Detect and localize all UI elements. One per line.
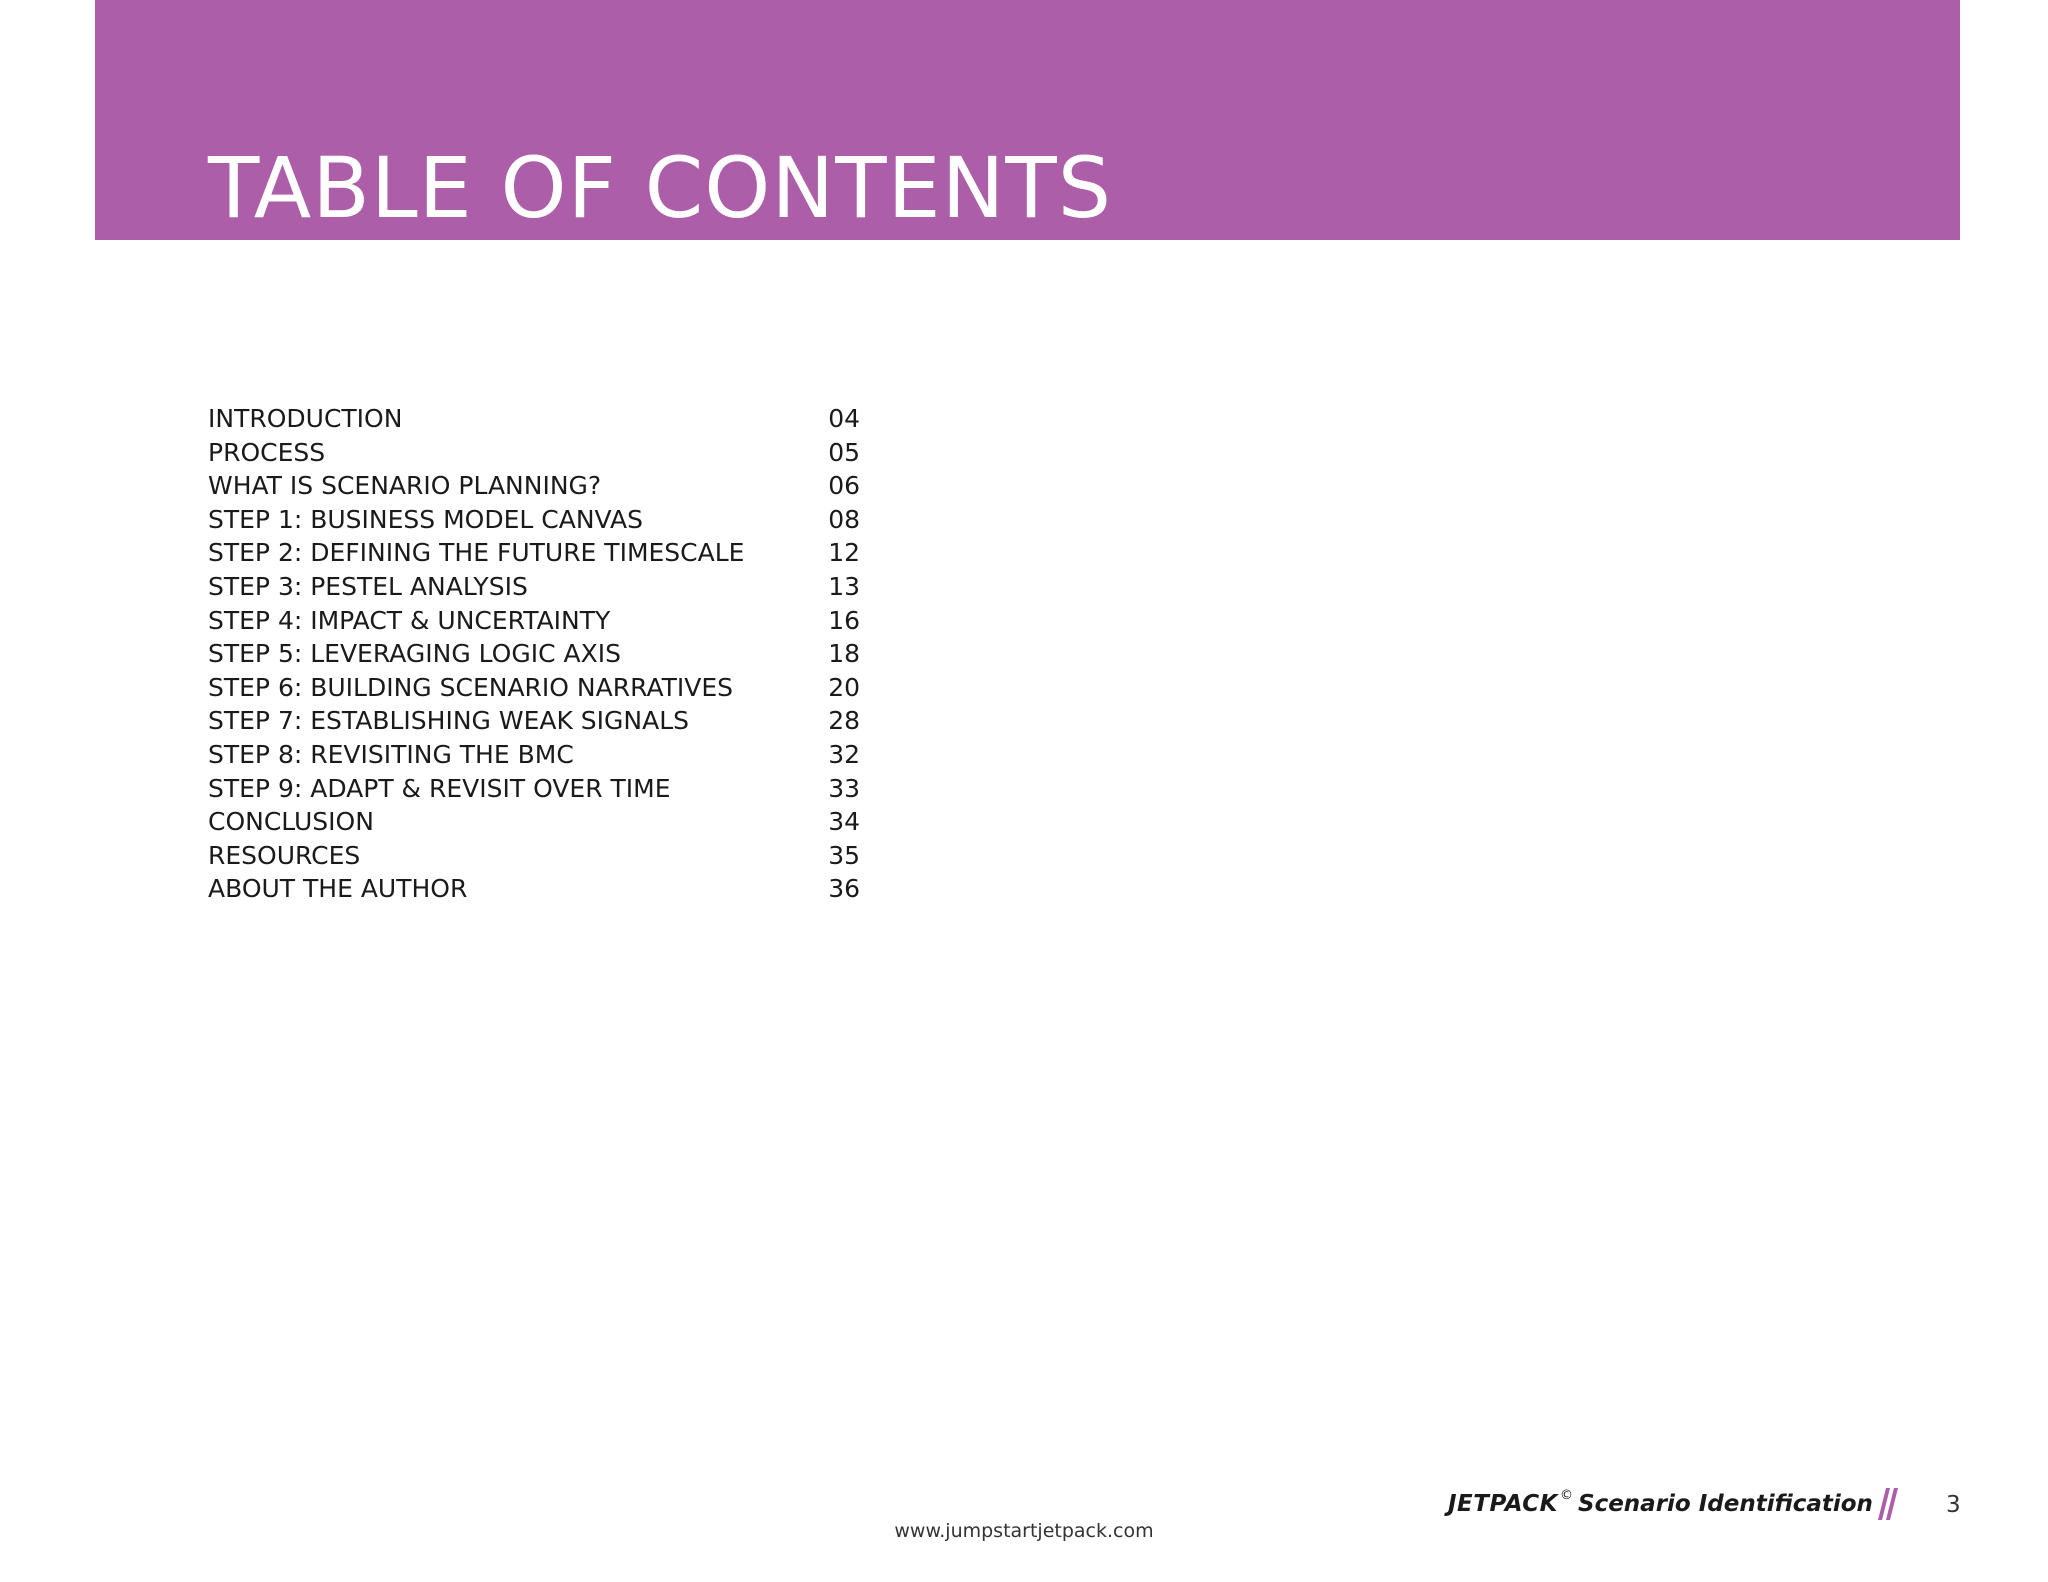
toc-entry-label: STEP 9: ADAPT & REVISIT OVER TIME xyxy=(208,773,671,803)
toc-entry-page: 16 xyxy=(828,605,860,635)
toc-entry-page: 06 xyxy=(828,471,860,501)
toc-entry-label: PROCESS xyxy=(208,437,326,467)
toc-entry[interactable] xyxy=(208,671,868,705)
toc-entry-page: 34 xyxy=(828,807,860,837)
toc-entry[interactable] xyxy=(208,570,868,604)
toc-entry[interactable] xyxy=(208,436,868,470)
toc-entry-label: CONCLUSION xyxy=(208,807,374,837)
brand-name: JETPACK xyxy=(1448,1491,1558,1517)
toc-entry-page: 28 xyxy=(828,706,860,736)
toc-entry-label: RESOURCES xyxy=(208,840,361,870)
toc-entry-page: 33 xyxy=(828,773,860,803)
toc-entry[interactable] xyxy=(208,738,868,772)
toc-entry-label: STEP 8: REVISITING THE BMC xyxy=(208,739,574,769)
toc-entry-label: STEP 6: BUILDING SCENARIO NARRATIVES xyxy=(208,672,734,702)
toc-entry-page: 20 xyxy=(828,672,860,702)
toc-entry-page: 04 xyxy=(828,404,860,433)
toc-entry[interactable] xyxy=(208,637,868,671)
page-number: 3 xyxy=(1946,1492,1961,1518)
toc-entry[interactable] xyxy=(208,604,868,638)
toc-entry-page: 36 xyxy=(828,874,860,904)
toc-entry[interactable] xyxy=(208,469,868,503)
toc-entry[interactable] xyxy=(208,503,868,537)
brand-subtitle: Scenario Identification xyxy=(1578,1491,1873,1517)
toc-entry[interactable] xyxy=(208,805,868,839)
footer-url[interactable]: www.jumpstartjetpack.com xyxy=(894,1520,1154,1542)
toc-entry-label: STEP 7: ESTABLISHING WEAK SIGNALS xyxy=(208,706,690,736)
toc-entry[interactable] xyxy=(208,704,868,738)
footer-brand xyxy=(1448,1488,1897,1520)
toc-entry-page: 12 xyxy=(828,538,860,568)
toc-entry[interactable] xyxy=(208,402,868,436)
toc-entry[interactable] xyxy=(208,872,868,906)
toc-entry-page: 35 xyxy=(828,840,860,870)
toc-entry-page: 05 xyxy=(828,437,860,467)
toc-entry[interactable] xyxy=(208,536,868,570)
toc-entry-page: 08 xyxy=(828,504,860,534)
copyright-symbol: © xyxy=(1560,1488,1573,1503)
double-slash-icon xyxy=(1879,1488,1897,1520)
toc-entry-label: ABOUT THE AUTHOR xyxy=(208,874,468,904)
toc-entry-label: STEP 2: DEFINING THE FUTURE TIMESCALE xyxy=(208,538,745,568)
table-of-contents xyxy=(208,402,868,906)
toc-entry-page: 18 xyxy=(828,639,860,669)
toc-entry-label: STEP 5: LEVERAGING LOGIC AXIS xyxy=(208,639,621,669)
toc-entry-label: INTRODUCTION xyxy=(208,404,403,433)
toc-entry[interactable] xyxy=(208,839,868,873)
toc-entry-label: STEP 1: BUSINESS MODEL CANVAS xyxy=(208,504,644,534)
toc-entry-page: 13 xyxy=(828,571,860,601)
toc-entry-label: STEP 4: IMPACT & UNCERTAINTY xyxy=(208,605,611,635)
toc-entry-page: 32 xyxy=(828,739,860,769)
toc-entry[interactable] xyxy=(208,772,868,806)
toc-entry-label: STEP 3: PESTEL ANALYSIS xyxy=(208,571,528,601)
toc-entry-label: WHAT IS SCENARIO PLANNING? xyxy=(208,471,602,501)
page-title: TABLE OF CONTENTS xyxy=(208,139,1113,237)
